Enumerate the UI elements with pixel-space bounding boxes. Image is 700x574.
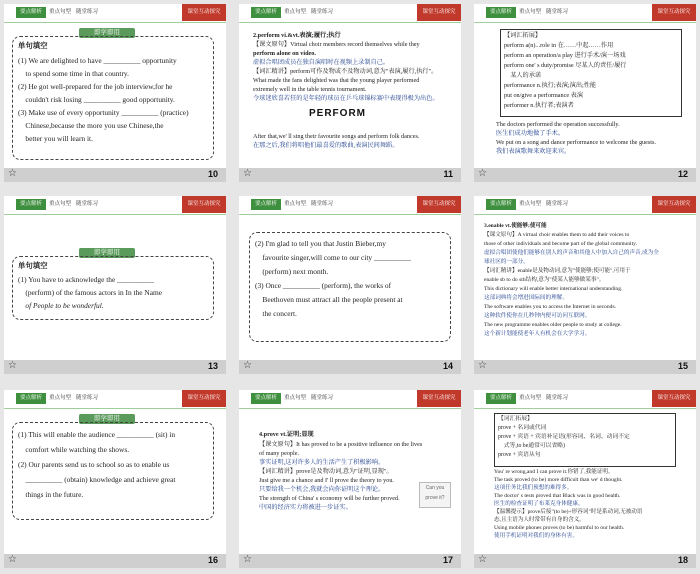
section-badge: 课堂互动探究 (652, 4, 696, 21)
slide-header (474, 4, 696, 23)
slide-thumbnail-10[interactable] (4, 4, 226, 182)
tab-key-points: 要点解析 (16, 199, 46, 210)
vocab-line: The software enables you to access the Internet in seconds. (484, 304, 617, 310)
exercise-line: couldn't risk losing __________ good opportunity. (18, 95, 175, 104)
expansion-line: prove + 宾语从句 (498, 452, 541, 458)
slide-footer (4, 554, 226, 568)
vocab-line: 在那之后,我们将唱他们最喜爱的歌曲,表演民间舞蹈。 (253, 142, 399, 149)
tab-key-sentences: 重点句型 (284, 395, 307, 401)
vocab-line: 【课文原句】It has proved to be a positive influence on the lives (259, 441, 423, 448)
exercise-line: better you will learn it. (18, 134, 93, 143)
expansion-line: perform one' s duty/promise 尽某人的责任/履行 (504, 62, 627, 69)
example-line: We put on a song and dance performance to welcome the guests. (496, 139, 656, 146)
tab-practice: 随堂练习 (546, 395, 569, 401)
exercise-line: (3) Once __________ (perform), the works of (255, 281, 392, 290)
page-number: 17 (442, 555, 453, 565)
example-line: 这项任务比我们预想的难得多。 (494, 485, 573, 491)
vocab-line: 2.perform vi.&vt.表演;履行;执行 (253, 32, 341, 39)
tab-practice: 随堂练习 (546, 201, 569, 207)
exercise-line: (2) He got well-prepared for the job interview,for he (18, 82, 173, 91)
tab-key-points: 要点解析 (251, 7, 281, 18)
section-badge: 课堂互动探究 (652, 196, 696, 213)
tab-key-points: 要点解析 (486, 199, 516, 210)
expansion-line: put on/give a performance 表演 (504, 92, 584, 99)
tab-practice: 随堂练习 (76, 9, 99, 15)
example-line: 态,且主语为人时常带有自身的含义。 (494, 517, 585, 523)
slide-thumbnail-17[interactable] (239, 390, 461, 568)
tab-key-sentences: 重点句型 (284, 9, 307, 15)
expansion-line: 某人的承诺 (504, 72, 542, 79)
star-icon[interactable]: ☆ (243, 360, 252, 371)
section-badge: 课堂互动探究 (182, 390, 226, 407)
expansion-line: 【词汇拓展】 (498, 416, 533, 422)
tab-key-sentences: 重点句型 (49, 395, 72, 401)
tab-key-sentences: 重点句型 (519, 9, 542, 15)
example-line: 我们表演歌舞来欢迎来宾。 (496, 148, 571, 155)
tab-practice: 随堂练习 (311, 395, 334, 401)
tab-practice: 随堂练习 (311, 9, 334, 15)
slide-footer (4, 360, 226, 374)
section-badge: 课堂互动探究 (417, 4, 461, 21)
vocab-line: The strength of China' s economy will be further proved. (259, 495, 400, 502)
vocab-line: 球社区的一部分。 (484, 259, 529, 265)
exercise-line: favourite singer,will come to our city __________ (255, 253, 411, 262)
page-number: 16 (207, 555, 218, 565)
example-line: 使用手机证明对我们的身体有害。 (494, 533, 578, 539)
exercise-line: Beethoven must attract all the people present at (255, 295, 403, 304)
exercise-line: Chinese,because the more you use Chinese,the (18, 121, 164, 130)
example-line: Using mobile phones proves (to be) harmful to our health. (494, 525, 625, 531)
tab-key-points: 要点解析 (251, 393, 281, 404)
slide-footer (239, 168, 461, 182)
page-number: 13 (207, 361, 218, 371)
tab-practice: 随堂练习 (76, 201, 99, 207)
vocab-line: extremely well in the table tennis tournament. (253, 86, 367, 93)
vocab-line: 【课文原句】Virtual choir members record themselves while they (253, 41, 420, 48)
vocab-line: What made the fans delighted was that the young player performed (253, 77, 420, 84)
vocab-line: perform alone on video. (253, 50, 316, 57)
section-badge: 课堂互动探究 (182, 4, 226, 21)
star-icon[interactable]: ☆ (8, 360, 17, 371)
slide-thumbnail-14[interactable] (239, 196, 461, 374)
vocab-line: 这种软件使你在几秒钟内便可访问互联网。 (484, 313, 591, 319)
vocab-line: those of other individuals and become part of the global community. (484, 241, 637, 247)
vocab-line: After that,we' ll sing their favourite songs and perform folk dances. (253, 133, 420, 140)
slide-thumbnail-18[interactable] (474, 390, 696, 568)
tab-key-sentences: 重点句型 (519, 395, 542, 401)
slide-header (474, 196, 696, 215)
tab-key-points: 要点解析 (486, 7, 516, 18)
slide-header (4, 196, 226, 215)
page-number: 14 (442, 361, 453, 371)
expansion-line: prove + 名词或代词 (498, 425, 547, 431)
note-text: Can you prove it? (425, 485, 445, 501)
vocab-line: 虚拟合唱团成员在独自演唱时在视频上录制自己。 (253, 59, 390, 66)
vocab-line: 3.enable vt.使能够;使可能 (484, 223, 547, 229)
vocab-line: 虚拟合唱团使他们能够在别人的声音和其他人中加入自己的声音,成为全 (484, 250, 659, 256)
section-heading: 即学即用 (79, 28, 135, 38)
page-number: 10 (207, 169, 218, 179)
exercise-line: the concert. (255, 309, 297, 318)
tab-key-points: 要点解析 (16, 393, 46, 404)
page-number: 11 (443, 169, 453, 179)
vocab-line: enable sb to do sth结构,意为"使某人能够做某事"。 (484, 277, 605, 283)
vocab-line: of many people. (259, 450, 300, 457)
vocab-line: 令球迷欣喜若狂的是年轻的球员在乒乓球锦标赛中表现得极为出色。 (253, 95, 439, 102)
vocab-line: 中国的经济实力将被进一步证实。 (259, 504, 352, 511)
slide-thumbnail-15[interactable] (474, 196, 696, 374)
vocab-line: 这个新计划能使老年人有机会在大学学习。 (484, 331, 591, 337)
expansion-line: perform an operation/a play 进行手术/演一场戏 (504, 52, 626, 59)
slide-header (239, 390, 461, 409)
expansion-line: 式等,to be通常可以省略) (498, 443, 565, 449)
exercise-line: to spend some time in that country. (18, 69, 129, 78)
example-line: The doctor' s tests proved that Black was in good health. (494, 493, 621, 499)
exercise-title: 单句填空 (18, 261, 48, 270)
star-icon[interactable]: ☆ (8, 554, 17, 565)
vocab-line: 只要给我一个机会,我就会向你证明这个理论。 (259, 486, 385, 493)
slide-header (474, 390, 696, 409)
tab-key-points: 要点解析 (486, 393, 516, 404)
star-icon[interactable]: ☆ (243, 168, 252, 179)
section-badge: 课堂互动探究 (652, 390, 696, 407)
star-icon[interactable]: ☆ (8, 168, 17, 179)
exercise-line: (2) Our parents send us to school so as to enable us (18, 460, 170, 469)
slide-thumbnail-12[interactable] (474, 4, 696, 182)
page-number: 12 (677, 169, 688, 179)
vocab-line: 4.prove vt.证明;显现 (259, 431, 314, 438)
expansion-line: performer n.执行者;表演者 (504, 102, 574, 109)
exercise-line: of People to be wonderful. (18, 301, 104, 310)
tab-key-points: 要点解析 (251, 199, 281, 210)
example-line: 医生们成功地做了手术。 (496, 130, 565, 137)
section-badge: 课堂互动探究 (417, 196, 461, 213)
exercise-line: comfort while watching the shows. (18, 445, 130, 454)
exercise-line: (1) This will enable the audience __________ (sit) in (18, 430, 176, 439)
section-heading: 即学即用 (79, 248, 135, 258)
vocab-line: Just give me a chance and I' ll prove the theory to you. (259, 477, 394, 484)
vocab-line: 事实证明,这对许多人的生活产生了积极影响。 (259, 459, 385, 466)
vocab-line: This dictionary will enable better international understanding. (484, 286, 623, 292)
slide-thumbnail-13[interactable] (4, 196, 226, 374)
vocab-line: 这部词典将会增进国际间的理解。 (484, 295, 568, 301)
slide-header (4, 390, 226, 409)
star-icon[interactable]: ☆ (478, 360, 487, 371)
section-badge: 课堂互动探究 (182, 196, 226, 213)
tab-practice: 随堂练习 (311, 201, 334, 207)
slide-header (239, 196, 461, 215)
slide-footer (4, 168, 226, 182)
exercise-line: things in the future. (18, 490, 84, 499)
slide-footer (474, 360, 696, 374)
expansion-line: performance n.执行;表演;演出;性能 (504, 82, 597, 89)
star-icon[interactable]: ☆ (243, 554, 252, 565)
star-icon[interactable]: ☆ (478, 168, 487, 179)
example-line: 【温馨提示】prove后接"(to be)+形容词"时是系动词,无被动语 (494, 509, 643, 515)
slide-header (239, 4, 461, 23)
slide-footer (474, 554, 696, 568)
prove-note-image (419, 482, 451, 508)
example-line: You' re wrong,and I can prove it.你错了,我能证明。 (494, 469, 614, 475)
expansion-line: perform a(n)...role in 在……中起……作用 (504, 42, 614, 49)
example-line: 医生的检查证明了布莱克身体健康。 (494, 501, 584, 507)
tab-key-sentences: 重点句型 (519, 201, 542, 207)
exercise-line: (1) We are delighted to have __________ opportunity (18, 56, 177, 65)
section-badge: 课堂互动探究 (417, 390, 461, 407)
slide-footer (239, 554, 461, 568)
vocab-line: The new programme enables older people to study at college. (484, 322, 622, 328)
exercise-line: (3) Make use of every opportunity __________ (practice) (18, 108, 189, 117)
star-icon[interactable]: ☆ (478, 554, 487, 565)
exercise-line: __________ (obtain) knowledge and achieve great (18, 475, 176, 484)
slide-footer (239, 360, 461, 374)
exercise-line: (1) You have to acknowledge the __________ (18, 275, 155, 284)
vocab-line: 【词汇精讲】perform可作及物或不及物动词,意为"表演,履行,执行"。 (253, 68, 438, 75)
exercise-line: (perform) next month. (255, 267, 329, 276)
section-heading: 即学即用 (79, 414, 135, 424)
tab-key-sentences: 重点句型 (49, 9, 72, 15)
slide-thumbnail-16[interactable] (4, 390, 226, 568)
tab-practice: 随堂练习 (546, 9, 569, 15)
expansion-line: prove + 宾语 + 宾语补足语(形容词、名词、动词不定 (498, 434, 630, 440)
exercise-line: (2) I'm glad to tell you that Justin Bieber,my (255, 239, 386, 248)
expansion-line: 【词汇拓展】 (504, 32, 542, 39)
vocab-line: 【词汇精讲】prove是及物动词,意为"证明,显现"。 (259, 468, 393, 475)
page-number: 18 (677, 555, 688, 565)
exercise-line: (perform) of the famous actors in In the Name (18, 288, 163, 297)
tab-key-points: 要点解析 (16, 7, 46, 18)
vocab-line: 【词汇精讲】enable是及物动词,意为"使能够;使可能",可用于 (484, 268, 631, 274)
tab-practice: 随堂练习 (76, 395, 99, 401)
example-line: The task proved (to be) more difficult than we' d thought. (494, 477, 623, 483)
perform-illustration: PERFORM (309, 108, 366, 119)
page-number: 15 (677, 361, 688, 371)
vocab-line: 【课文原句】A virtual choir enables them to add their voices to (484, 232, 630, 238)
slide-thumbnail-11[interactable] (239, 4, 461, 182)
tab-key-sentences: 重点句型 (284, 201, 307, 207)
exercise-title: 单句填空 (18, 41, 48, 50)
example-line: The doctors performed the operation successfully. (496, 121, 620, 128)
slide-header (4, 4, 226, 23)
tab-key-sentences: 重点句型 (49, 201, 72, 207)
slide-footer (474, 168, 696, 182)
